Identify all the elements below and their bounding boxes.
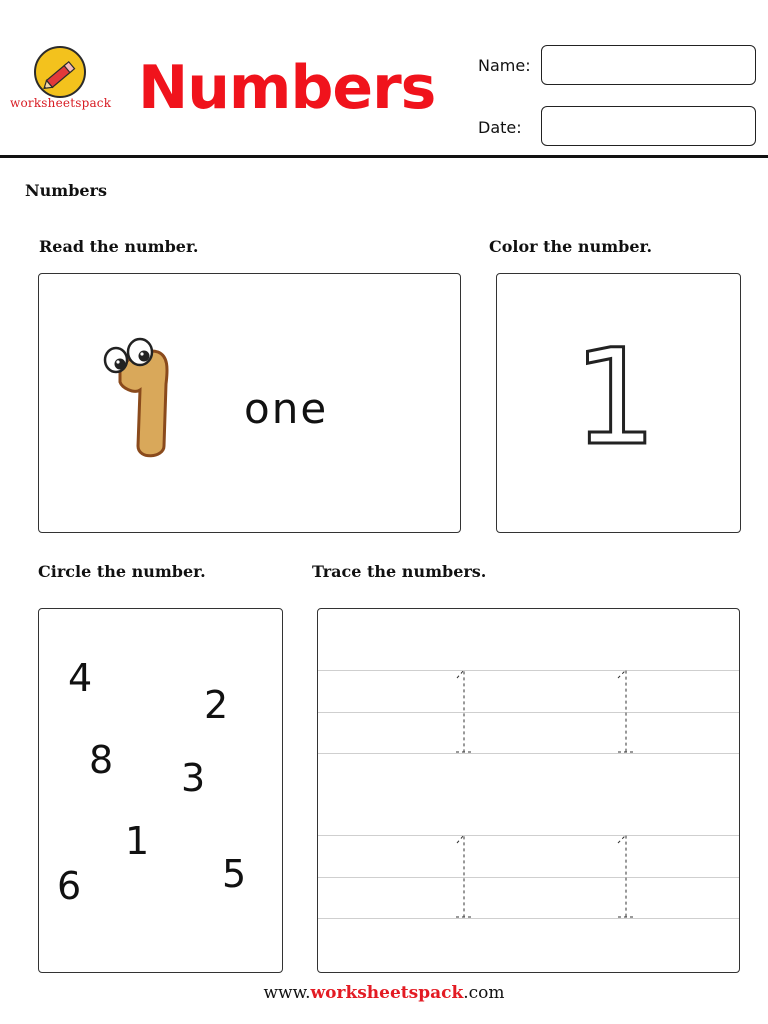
trace-heading: Trace the numbers.: [312, 562, 487, 581]
circle-digit[interactable]: 5: [222, 852, 247, 896]
circle-digit[interactable]: 3: [181, 756, 206, 800]
date-label: Date:: [478, 118, 522, 137]
circle-digit[interactable]: 8: [89, 738, 114, 782]
worksheetspack-logo: [10, 46, 114, 116]
page-title: Numbers: [138, 53, 436, 123]
circle-digit[interactable]: 6: [57, 864, 82, 908]
trace-digit-one: [618, 670, 626, 752]
date-field[interactable]: [541, 106, 756, 146]
outline-digit[interactable]: [560, 330, 670, 460]
color-heading: Color the number.: [489, 237, 653, 256]
trace-digit-one: [457, 670, 464, 752]
outline-digit-text: 1: [573, 330, 657, 460]
circle-digit[interactable]: 1: [125, 819, 150, 863]
read-heading: Read the number.: [39, 237, 199, 256]
footer-suffix: .com: [463, 983, 505, 1003]
circle-heading: Circle the number.: [38, 562, 206, 581]
header-divider: [0, 155, 768, 158]
number-word: one: [244, 384, 329, 433]
name-field[interactable]: [541, 45, 756, 85]
footer-brand: worksheetspack: [310, 983, 464, 1003]
circle-digit[interactable]: 2: [204, 683, 229, 727]
footer-prefix: www.: [263, 983, 311, 1003]
name-label: Name:: [478, 56, 531, 75]
cartoon-one-icon: [96, 334, 176, 464]
pencil-icon: [34, 46, 86, 98]
trace-digit-one: [457, 835, 464, 917]
footer-url[interactable]: [0, 983, 768, 1003]
logo-text: worksheetspack: [10, 96, 112, 110]
topic-heading: Numbers: [25, 181, 107, 200]
circle-digit[interactable]: 4: [68, 656, 93, 700]
tracing-digits[interactable]: [318, 660, 739, 930]
trace-digit-one: [618, 835, 626, 917]
